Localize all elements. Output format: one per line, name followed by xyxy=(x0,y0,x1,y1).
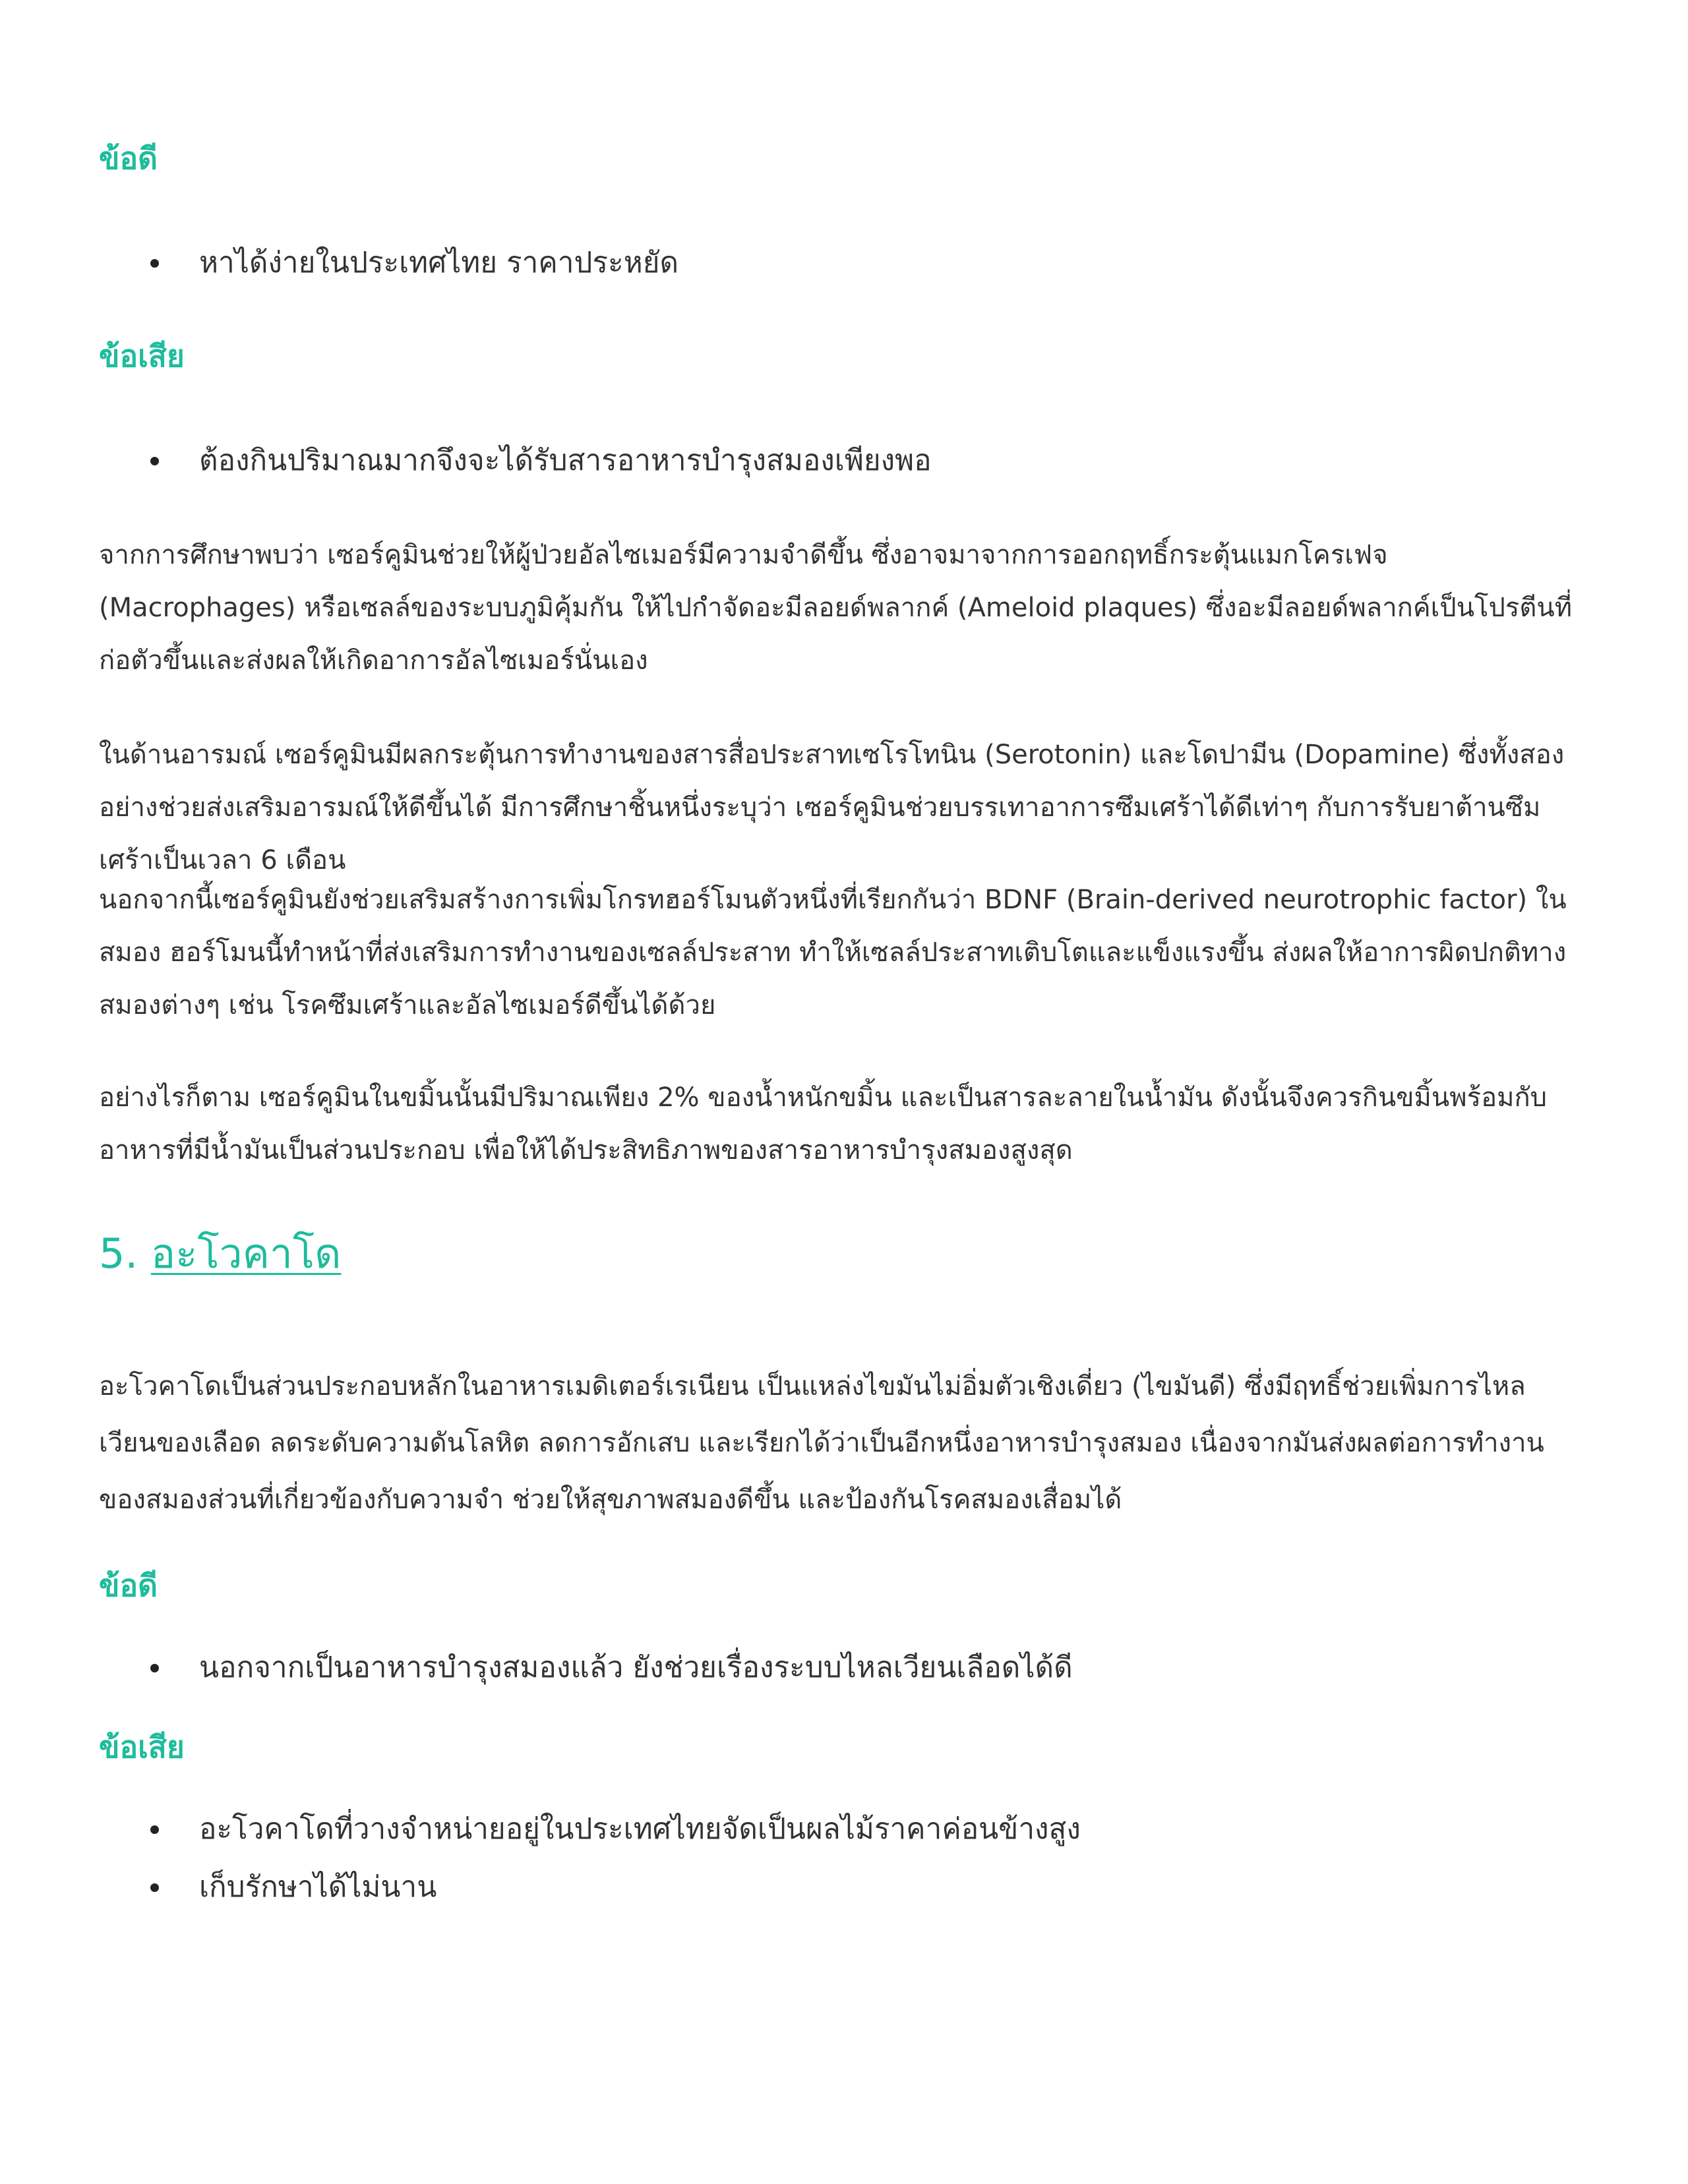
pros-list xyxy=(99,234,678,292)
list-item: หาได้ง่ายในประเทศไทย ราคาประหยัด xyxy=(99,234,678,292)
list-item: เก็บรักษาได้ไม่นาน xyxy=(99,1858,1081,1916)
cons-heading: ข้อเสีย xyxy=(99,338,185,374)
list-item: อะโวคาโดที่วางจำหน่ายอยู่ในประเทศไทยจัดเป็นผลไม้ราคาค่อนข้างสูง xyxy=(99,1800,1081,1858)
paragraph: จากการศึกษาพบว่า เซอร์คูมินช่วยให้ผู้ป่วยอัลไซเมอร์มีความจำดีขึ้น ซึ่งอาจมาจากการออกฤทธิ์กระตุ้นแมกโครเฟจ (Macrophages) หรือเซลล์ของระบบภูมิคุ้มกัน ให้ไปกำจัดอะมีลอยด์พลากค์ (Ameloid plaques) ซึ่งอะมีลอยด์พลากค์เป็นโปรตีนที่ก่อตัวขึ้นและส่งผลให้เกิดอาการอัลไซเมอร์นั่นเอง xyxy=(99,540,1573,676)
list-item: ต้องกินปริมาณมากจึงจะได้รับสารอาหารบำรุงสมองเพียงพอ xyxy=(99,432,932,490)
pros-heading: ข้อดี xyxy=(99,140,158,176)
cons-list xyxy=(99,432,932,490)
pros-heading: ข้อดี xyxy=(99,1568,158,1603)
pros-list xyxy=(99,1639,1073,1697)
section-title-link[interactable]: อะโวคาโด xyxy=(150,1229,342,1278)
paragraph: อย่างไรก็ตาม เซอร์คูมินในขมิ้นนั้นมีปริมาณเพียง 2% ของน้ำหนักขมิ้น และเป็นสารละลายในน้ำมัน ดังนั้นจึงควรกินขมิ้นพร้อมกับอาหารที่มีน้ำมันเป็นส่วนประกอบ เพื่อให้ได้ประสิทธิภาพของสารอาหารบำรุงสมองสูงสุด xyxy=(99,1082,1548,1166)
cons-heading: ข้อเสีย xyxy=(99,1729,185,1765)
section-number: 5. xyxy=(99,1229,138,1278)
section-intro: อะโวคาโดเป็นส่วนประกอบหลักในอาหารเมดิเตอร์เรเนียน เป็นแหล่งไขมันไม่อิ่มตัวเชิงเดี่ยว (ไขมันดี) ซึ่งมีฤทธิ์ช่วยเพิ่มการไหลเวียนของเลือด ลดระดับความดันโลหิต ลดการอักเสบ และเรียกได้ว่าเป็นอีกหนึ่งอาหารบำรุงสมอง เนื่องจากมันส่งผลต่อการทำงานของสมองส่วนที่เกี่ยวข้องกับความจำ ช่วยให้สุขภาพสมองดีขึ้น และป้องกันโรคสมองเสื่อมได้ xyxy=(99,1371,1544,1515)
paragraph: ในด้านอารมณ์ เซอร์คูมินมีผลกระตุ้นการทำงานของสารสื่อประสาทเซโรโทนิน (Serotonin) และโดปามีน (Dopamine) ซึ่งทั้งสองอย่างช่วยส่งเสริมอารมณ์ให้ดีขึ้นได้ มีการศึกษาชิ้นหนึ่งระบุว่า เซอร์คูมินช่วยบรรเทาอาการซึมเศร้าได้ดีเท่าๆ กับการรับยาต้านซึมเศร้าเป็นเวลา 6 เดือน xyxy=(99,740,1565,875)
list-item: นอกจากเป็นอาหารบำรุงสมองแล้ว ยังช่วยเรื่องระบบไหลเวียนเลือดได้ดี xyxy=(99,1639,1073,1697)
paragraph: นอกจากนี้เซอร์คูมินยังช่วยเสริมสร้างการเพิ่มโกรทฮอร์โมนตัวหนึ่งที่เรียกกันว่า BDNF (Brain-derived neurotrophic factor) ในสมอง ฮอร์โมนนี้ทำหน้าที่ส่งเสริมการทำงานของเซลล์ประสาท ทำให้เซลล์ประสาทเติบโตและแข็งแรงขึ้น ส่งผลให้อาการผิดปกติทางสมองต่างๆ เช่น โรคซึมเศร้าและอัลไซเมอร์ดีขึ้นได้ด้วย xyxy=(99,885,1567,1020)
section-title xyxy=(99,1227,341,1280)
cons-list xyxy=(99,1800,1081,1916)
